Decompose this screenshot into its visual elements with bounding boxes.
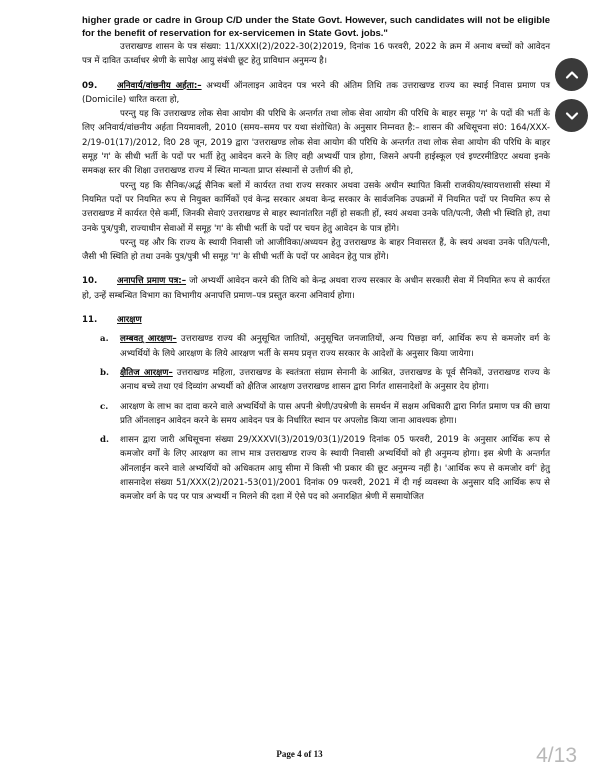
- scroll-up-button[interactable]: [555, 58, 588, 91]
- reservation-item-b: [82, 366, 550, 395]
- section-11-heading: आरक्षण: [117, 315, 142, 326]
- item-text: शासन द्वारा जारी अधिसूचना संख्या 29/XXXVI(3)/2019/03(1)/2019 दिनांक 05 फरवरी, 2019 के अनुसार आर्थिक रूप से कमजोर वर्गों के लिए आरक्षण का लाभ मात्र उत्तराखण्ड राज्य के स्थायी निवासी अभ्यर्थियों को ही अनुमन्य होगा। इस श्रेणी के अन्तर्गत ऑनलाईन करने वाले अभ्यर्थियों को अधिकतम आयु सीमा में किसी भी प्रकार की छूट अनुमन्य नहीं है। 'आर्थिक रूप से कमजोर वर्ग' हेतु शासनादेश संख्या 51/XXX(2)/2021-53(01)/2001 दिनांक 09 फरवरी, 2021 में दी गई व्यवस्था के अनुसार यदि आर्थिक रूप से कमजोर वर्ग के पद पर पात्र अभ्यर्थी न मिलने की दशा में ऐसे पद को अनारक्षित श्रेणी में समायोजित: [120, 435, 550, 503]
- item-text: उत्तराखण्ड महिला, उत्तराखण्ड के स्वतंत्रता संग्राम सेनानी के आश्रित, उत्तराखण्ड के पूर्व सैनिकों, उत्तराखण्ड राज्य के अनाथ बच्चे तथा एवं दिव्यांग अभ्यर्थी को क्षैतिज आरक्षण उत्तराखण्ड शासन द्वारा निर्गत शासनादेशों के अनुसार देय होगा।: [120, 367, 551, 393]
- section-9-number: 09.: [82, 80, 98, 91]
- section-10-heading: अनापत्ति प्रमाण पत्र:–: [117, 276, 187, 287]
- item-marker: a.: [100, 334, 109, 345]
- item-marker: d.: [100, 435, 110, 446]
- intro-english: higher grade or cadre in Group C/D under the State Govt. However, such candidates will not be eligible for the benefit of reservation for ex-servicemen in State Govt. jobs.": [82, 15, 550, 39]
- section-10-text: जो अभ्यर्थी आवेदन करने की तिथि को केन्द्र अथवा राज्य सरकार के अधीन सरकारी सेवा में नियमित रूप से कार्यरत हो, उन्हें सम्बन्धित विभाग का विभागीय अनापत्ति प्रमाण–पत्र प्रस्तुत करना अनिवार्य होगा।: [82, 276, 550, 301]
- section-9-heading: अनिवार्य/वांछनीय अर्हता:–: [117, 80, 202, 91]
- chevron-down-icon: [565, 109, 579, 123]
- item-marker: c.: [100, 401, 109, 412]
- page-indicator: 4/13: [536, 744, 577, 767]
- document-page: [82, 14, 550, 505]
- section-9-para4: परन्तु यह और कि राज्य के स्थायी निवासी जो आजीविका/अध्ययन हेतु उत्तराखण्ड के बाहर निवासरत हैं, के स्वयं अथवा उनके पति/पत्नी, जैसी भी स्थिति हो तथा उनके पुत्र/पुत्री भी समूह 'ग' के सीधी भर्ती के पदों पर आवेदन हेतु पात्र होंगे।: [82, 237, 550, 263]
- section-10: [82, 274, 550, 303]
- scroll-down-button[interactable]: [555, 99, 588, 132]
- page-footer: Page 4 of 13: [276, 749, 323, 759]
- intro-hindi: उत्तराखण्ड शासन के पत्र संख्या: 11/XXXI(2)/2022-30(2)2019, दिनांक 16 फरवरी, 2022 के क्रम में अनाथ बच्चों को आवेदन पत्र में दावित ऊर्ध्वाधर श्रेणी के सापेक्ष आयु संबंधी छूट हेतु प्राविधान अनुमन्य है।: [82, 42, 550, 67]
- section-9-para3: परन्तु यह कि सैनिक/अर्द्ध सैनिक बलों में कार्यरत तथा राज्य सरकार अथवा उसके अधीन स्थापित किसी राजकीय/स्वायत्तशासी संस्था में नियमित पदों पर नियमित रूप से नियुक्त कार्मिकों एवं केन्द्र सरकार अथवा केन्द्र सरकार के सार्वजनिक उपक्रमों में नियमित पदों पर नियमित रूप से उत्तराखण्ड में कार्यरत ऐसे कर्मी, जिनकी सेवाएं उत्तराखण्ड से बाहर स्थानांतरित नहीं हो सकती हों, स्वयं अथवा उनके पति/पत्नी, जैसी भी स्थिति हो, तथा उनके पुत्र/पुत्री, राज्याधीन सेवाओं में समूह 'ग' के सीधी भर्ती के पदों पर चयन हेतु आवेदन के पात्र होंगे।: [82, 180, 550, 234]
- item-marker: b.: [100, 367, 110, 378]
- section-10-number: 10.: [82, 276, 98, 287]
- reservation-item-a: [82, 332, 550, 361]
- item-lead: लम्बवत् आरक्षण–: [120, 334, 177, 345]
- chevron-up-icon: [565, 68, 579, 82]
- reservation-item-d: [82, 433, 550, 504]
- section-11: [82, 313, 550, 327]
- section-11-number: 11.: [82, 315, 98, 326]
- reservation-item-c: [82, 400, 550, 429]
- section-9-para1: अभ्यर्थी ऑनलाइन आवेदन पत्र भरने की अंतिम तिथि तक उत्तराखण्ड राज्य का स्थाई निवास प्रमाण पत्र (Domicile) धारित करता हो,: [82, 80, 550, 105]
- item-lead: क्षैतिज आरक्षण–: [120, 367, 173, 378]
- section-9: [82, 79, 550, 265]
- item-text: आरक्षण के लाभ का दावा करने वाले अभ्यर्थियों के पास अपनी श्रेणी/उपश्रेणी के समर्थन में सक्षम अधिकारी द्वारा निर्गत प्रमाण पत्र की छाया प्रति ऑनलाइन आवेदन करने के समय आवेदन पत्र के निर्धारित स्थान पर अपलोड किया जाना आवश्यक होगा।: [120, 401, 550, 426]
- item-text: उत्तराखण्ड राज्य की अनुसूचित जातियों, अनुसूचित जनजातियों, अन्य पिछड़ा वर्ग, आर्थिक रूप से कमजोर वर्ग के अभ्यर्थियों के लिये आरक्षण के लिये आरक्षण भर्ती के समय प्रवृत्त राज्य सरकार के आदेशों के अनुसार किया जायेगा।: [120, 334, 550, 359]
- section-9-para2: परन्तु यह कि उत्तराखण्ड लोक सेवा आयोग की परिधि के अन्तर्गत तथा लोक सेवा आयोग की परिधि के बाहर समूह 'ग' के पदों की भर्ती के लिए अनिवार्य/वांछनीय अर्हता नियमावली, 2010 (समय–समय पर यथा संशोधित) के अनुसार निम्नवत है:– शासन की अधिसूचना सं0: 164/XXX-2/19-01(17)/2012, दि0 28 जून, 2019 द्वारा 'उत्तराखण्ड लोक सेवा आयोग की परिधि के अन्तर्गत तथा लोक सेवा आयोग की परिधि के बाहर समूह 'ग' के सीधी भर्ती के पदों पर भर्ती हेतु आवेदन करने के लिए वही अभ्यर्थी पात्र होगा, जिसने अपनी हाईस्कूल एवं इण्टरमीडिएट अथवा इनके समकक्ष स्तर की शिक्षा उत्तराखण्ड राज्य में स्थित मान्यता प्राप्त संस्थानों से उत्तीर्ण की हो,: [82, 109, 550, 177]
